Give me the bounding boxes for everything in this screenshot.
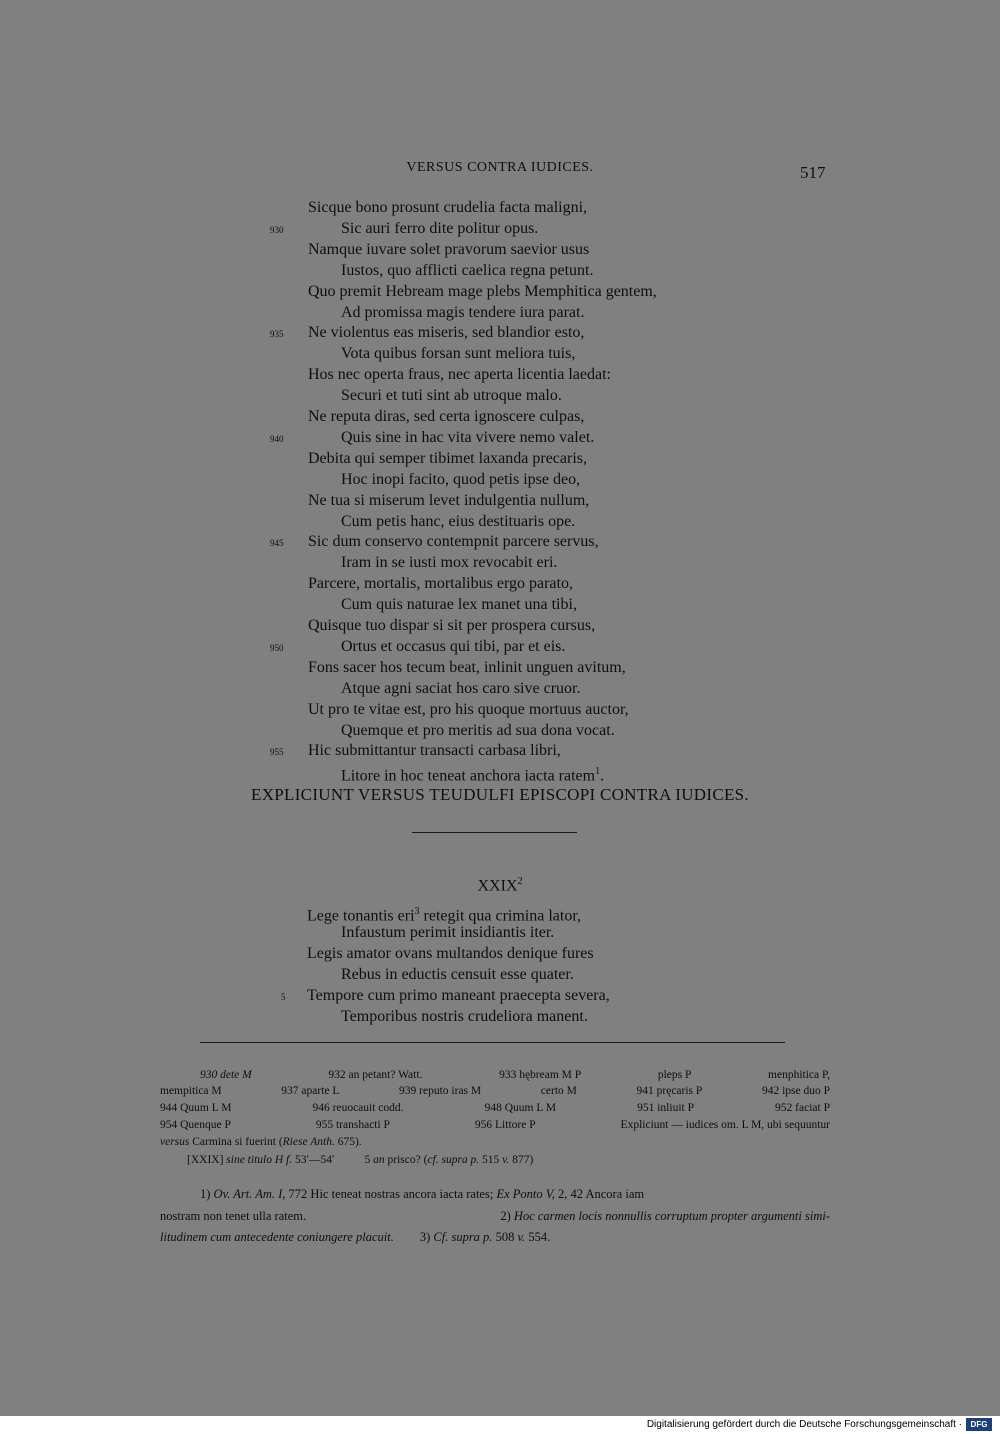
running-title: VERSUS CONTRA IUDICES. (406, 160, 594, 175)
apparatus-entry: 941 pręcaris P (636, 1085, 703, 1097)
apparatus-entry: 5 an prisco? (cf. supra p. 515 v. 877) (364, 1154, 534, 1166)
verse-line: Legis amator ovans multandos denique fures (307, 945, 594, 962)
footnote-1-cont: nostram non tenet ulla ratem. (160, 1209, 307, 1223)
footer-credit: Digitalisierung gefördert durch die Deutsche Forschungsgemeinschaft · (646, 1419, 962, 1430)
verse-line: Hos nec operta fraus, nec aperta licentia laedat: (308, 366, 611, 384)
verse-line: Sic dum conservo contempnit parcere servus, (308, 533, 599, 551)
verse-line: Fons sacer hos tecum beat, inlinit unguen avitum, (308, 658, 626, 676)
apparatus-entry: pleps P (657, 1069, 692, 1081)
verse-line: Ad promissa magis tendere iura parat. (341, 303, 585, 321)
verse-line: Iustos, quo afflicti caelica regna petunt. (341, 261, 594, 279)
footnote-3: 3) Cf. supra p. 508 v. 554. (419, 1230, 551, 1244)
apparatus-entry: 948 Quum L M (484, 1102, 557, 1114)
line-number: 950 (270, 642, 284, 653)
verse-line: Vota quibus forsan sunt meliora tuis, (341, 345, 576, 363)
verse-line: Namque iuvare solet pravorum saevior usus (308, 240, 590, 258)
line-number: 930 (270, 224, 284, 235)
footnote-line (160, 1207, 830, 1225)
verse-line: Tempore cum primo maneant praecepta severa, (307, 987, 610, 1004)
apparatus-entry: 954 Quenque P (160, 1119, 231, 1131)
section-title: XXIX$^2$ (477, 876, 523, 895)
apparatus-entry: Expliciunt — iudices om. L M, ubi sequuntur (620, 1119, 830, 1131)
apparatus-line (160, 1134, 830, 1150)
page-number: 517 (800, 163, 826, 182)
verse-line: Litore in hoc teneat anchora iacta ratem$^1$. (341, 766, 605, 785)
verse-line: Rebus in eductis censuit esse quater. (341, 966, 574, 983)
verse-line: Sicque bono prosunt crudelia facta maligni, (308, 199, 588, 216)
apparatus-entry: 930 dete M (200, 1069, 252, 1081)
verse-line: Hic submittantur transacti carbasa libri, (308, 742, 561, 760)
line-number: 5 (281, 992, 286, 1002)
apparatus-line (160, 1117, 830, 1133)
verse-line: Debita qui semper tibimet laxanda precaris, (308, 449, 588, 467)
apparatus-rule (200, 1042, 785, 1043)
footnote-marker: 1 (595, 766, 601, 778)
verse-line: Sic auri ferro dite politur opus. (341, 219, 539, 237)
apparatus-entry: 946 reuocauit codd. (312, 1102, 404, 1114)
verse-line: Ne violentus eas miseris, sed blandior esto, (308, 324, 585, 342)
apparatus-entry: 955 transhacti P (315, 1119, 390, 1131)
apparatus-entry: mempitica M (160, 1085, 222, 1097)
section-divider (412, 832, 577, 833)
verse-line: Ortus et occasus qui tibi, par et eis. (341, 637, 566, 655)
apparatus-entry: certo M (540, 1085, 577, 1097)
verse-line: Quis sine in hac vita vivere nemo valet. (341, 428, 595, 446)
verse-line: Quo premit Hebream mage plebs Memphitica gentem, (308, 282, 657, 300)
apparatus-entry: versus Carmina si fuerint (Riese Anth. 675). (160, 1136, 362, 1148)
apparatus-entry: 951 inliuit P (637, 1102, 694, 1114)
verse-line: Ne reputa diras, sed certa ignoscere culpas, (308, 408, 585, 425)
verse-line: Cum quis naturae lex manet una tibi, (341, 596, 577, 614)
verse-line: Ut pro te vitae est, pro his quoque mortuus auctor, (308, 700, 629, 718)
apparatus-entry: 932 an petant? Watt. (328, 1069, 423, 1081)
apparatus-line (160, 1100, 830, 1116)
verse-line: Temporibus nostris crudeliora manent. (341, 1008, 588, 1025)
verse-line: Atque agni saciat hos caro sive cruor. (341, 679, 581, 697)
apparatus-entry: 942 ipse duo P (761, 1085, 830, 1097)
verse-line: Iram in se iusti mox revocabit eri. (341, 554, 558, 572)
apparatus-entry: [XXIX] sine titulo H f. 53ʹ—54ʹ (187, 1154, 335, 1166)
verse-line: Hoc inopi facito, quod petis ipse deo, (341, 470, 581, 488)
line-number: 955 (270, 747, 284, 758)
verse-line: Lege tonantis eri$^3$ retegit qua crimina lator, (307, 906, 582, 925)
footnote-2: 2) Hoc carmen locis nonnullis corruptum propter argumenti simi- (500, 1209, 830, 1223)
explicit-line: EXPLICIUNT VERSUS TEUDULFI EPISCOPI CONTRA IUDICES. (251, 785, 749, 804)
apparatus-entry: 952 faciat P (775, 1102, 830, 1114)
apparatus-entry: 956 Littore P (474, 1119, 536, 1131)
verse-line: Quemque et pro meritis ad sua dona vocat. (341, 721, 615, 739)
verse-line: Securi et tuti sint ab utroque malo. (341, 387, 562, 405)
apparatus-line (200, 1067, 830, 1083)
apparatus-line (187, 1152, 657, 1168)
footnote-marker: 3 (414, 906, 420, 917)
verse-line: Cum petis hanc, eius destituaris ope. (341, 512, 576, 530)
verse-line: Quisque tuo dispar si sit per prospera cursus, (308, 617, 596, 634)
apparatus-entry: 939 reputo iras M (399, 1085, 482, 1097)
line-number: 940 (270, 433, 284, 444)
verse-line: Infaustum perimit insidiantis iter. (341, 924, 555, 941)
footnote-1: 1) Ov. Art. Am. I, 772 Hic teneat nostras ancora iacta rates; Ex Ponto V, 2, 42 Ancora iam (200, 1187, 645, 1201)
line-number: 935 (270, 329, 284, 340)
footnote-2-cont: litudinem cum antecedente coniungere placuit. (160, 1230, 394, 1244)
apparatus-entry: 933 hębream M P (499, 1069, 582, 1081)
footnote-line (160, 1228, 550, 1246)
apparatus-line (160, 1083, 830, 1099)
apparatus-entry: menphitica P, (768, 1069, 830, 1081)
verse-line: Ne tua si miserum levet indulgentia nullum, (308, 491, 590, 509)
footnote-line (200, 1185, 830, 1203)
apparatus-entry: 944 Quum L M (160, 1102, 232, 1114)
apparatus-entry: 937 aparte L (281, 1085, 340, 1097)
line-number: 945 (270, 538, 284, 549)
verse-line: Parcere, mortalis, mortalibus ergo parato, (308, 575, 573, 593)
dfg-logo: DFG (966, 1418, 992, 1431)
